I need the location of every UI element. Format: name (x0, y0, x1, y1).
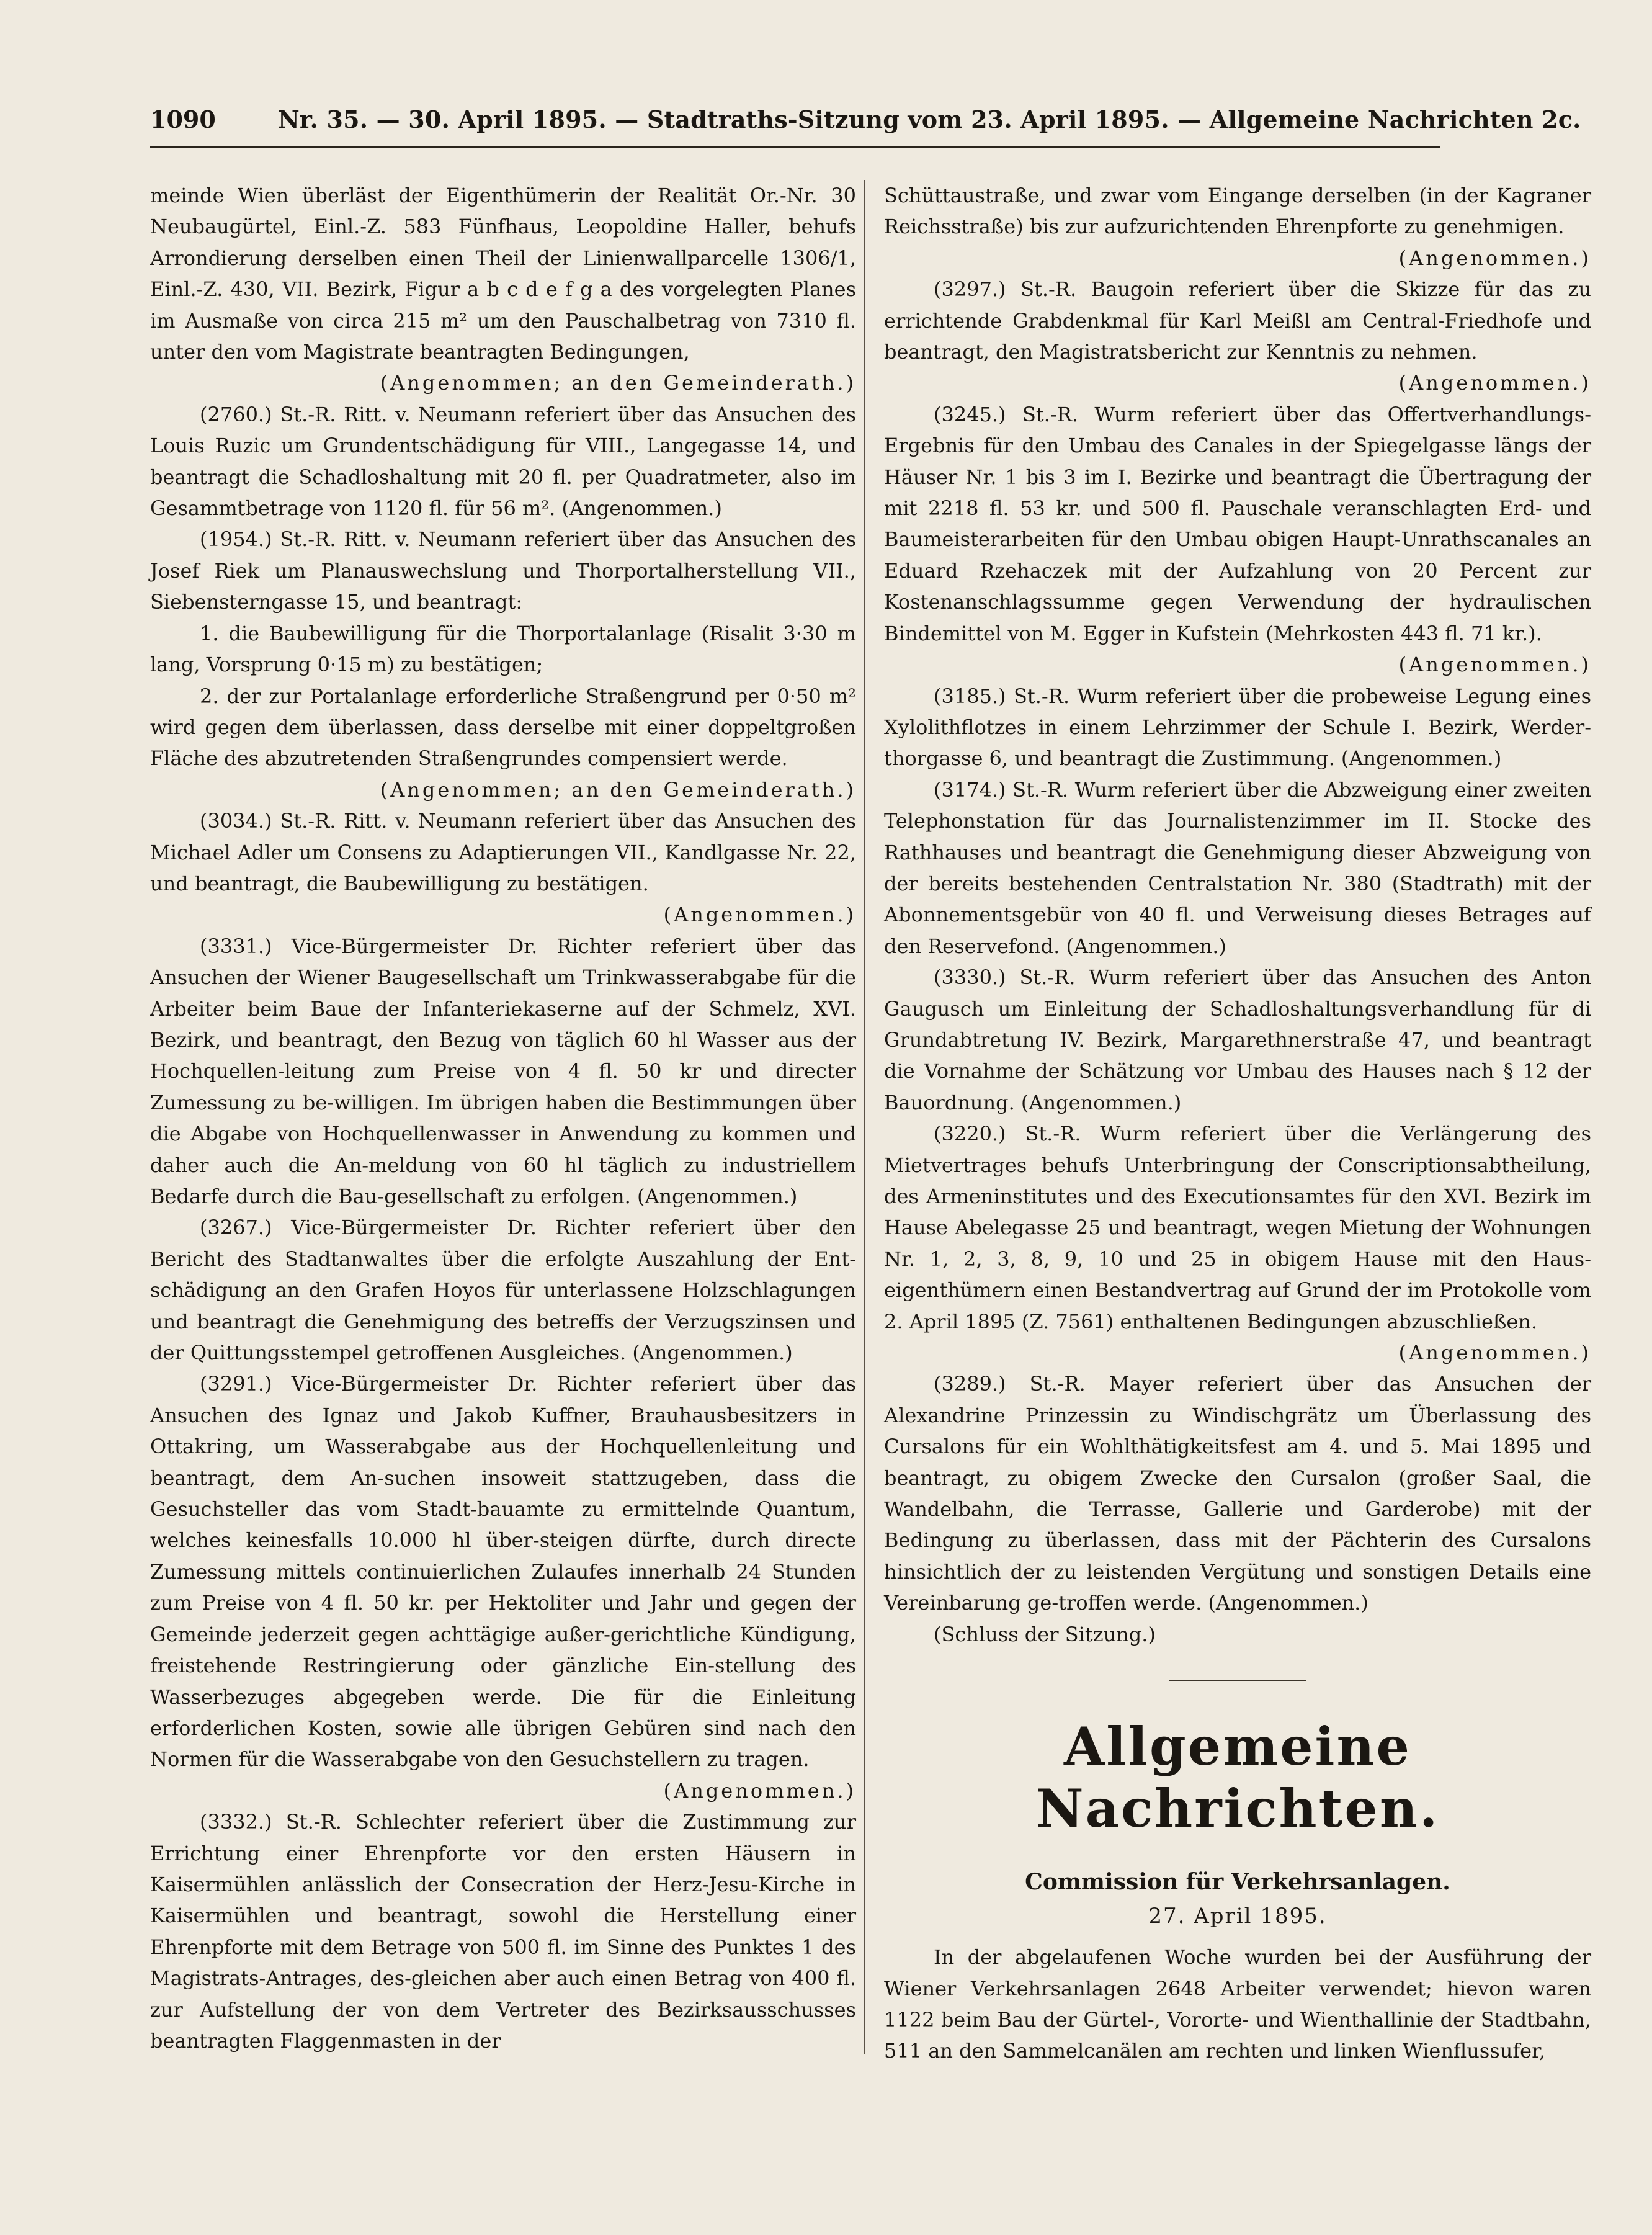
resolution-note: (Angenommen.) (1398, 653, 1591, 677)
right-column (884, 180, 1591, 2067)
paragraph: (3330.) St.-R. Wurm referiert über das Ansuchen des Anton Gaugusch um Einleitung der Schadloshaltungsverhandlung für di Grundabtretung IV. Bezirk, Margarethnerstraße 47, und beantragt die Vornahme der Schätzung vor Umbau des Hauses nach § 12 der Bauordnung. (Angenommen.) (884, 965, 1591, 1114)
paragraph: (3331.) Vice-Bürgermeister Dr. Richter referiert über das Ansuchen der Wiener Baugesellschaft um Trinkwasserabgabe für die Arbeiter beim Baue der Infanteriekaserne auf der Schmelz, XVI. Bezirk, und beantragt, den Bezug von täglich 60 hl Wasser aus der Hochquellen-leitung zum Preise von 4 fl. 50 kr und directer Zumessung zu be-willigen. Im übrigen haben die Bestimmungen über die Abgabe von Hochquellenwasser in Anwendung zu kommen und daher auch die An-meldung von 60 hl täglich zu industriellem Bedarfe durch die Bau-gesellschaft zu erfolgen. (Angenommen.) (150, 934, 856, 1208)
resolution-note: (Angenommen.) (1398, 371, 1591, 395)
paragraph: In der abgelaufenen Woche wurden bei der Ausführung der Wiener Verkehrsanlagen 2648 Arbeiter verwendet; hievon waren 1122 beim Bau der Gürtel-, Vororte- und Wienthallinie der Stadtbahn, 511 an den Sammelcanälen am rechten und linken Wienflussufer, (884, 1945, 1591, 2063)
list-item: 2. der zur Portalanlage erforderliche Straßengrund per 0·50 m² wird gegen dem überlassen, dass derselbe mit einer doppeltgroßen Fläche des abzutretenden Straßengrundes compensiert werde. (150, 684, 856, 771)
paragraph: (3267.) Vice-Bürgermeister Dr. Richter referiert über den Bericht des Stadtanwaltes über die erfolgte Auszahlung der Ent-schädigung an den Grafen Hoyos für unterlassene Holzschlagungen und beantragt die Genehmigung des betreffs der Verzugszinsen und der Quittungsstempel getroffenen Ausgleiches. (Angenommen.) (150, 1216, 856, 1365)
section-date: 27. April 1895. (1148, 1904, 1327, 1929)
paragraph: (3297.) St.-R. Baugoin referiert über die Skizze für das zu errichtende Grabdenkmal für Karl Meißl am Central-Friedhofe und beantragt, den Magistratsbericht zur Kenntnis zu nehmen. (884, 277, 1591, 364)
page-number: 1090 (150, 105, 216, 133)
resolution-note: (Angenommen; an den Gemeinderath.) (380, 777, 856, 802)
paragraph: (3332.) St.-R. Schlechter referiert über die Zustimmung zur Errichtung einer Ehrenpforte vor den ersten Häusern in Kaisermühlen anlässlich der Consecration der Herz-Jesu-Kirche in Kaisermühlen und beantragt, sowohl die Herstellung einer Ehrenpforte mit dem Betrage von 500 fl. im Sinne des Punktes 1 des Magistrats-Antrages, des-gleichen aber auch einen Betrag von 400 fl. zur Aufstellung der von dem Vertreter des Bezirksausschusses beantragten Flaggenmasten in der (150, 1810, 856, 2053)
resolution-note: (Angenommen.) (1398, 246, 1591, 270)
left-column (150, 180, 856, 2056)
paragraph: (2760.) St.-R. Ritt. v. Neumann referiert über das Ansuchen des Louis Ruzic um Grundentschädigung für VIII., Langegasse 14, und beantragt die Schadloshaltung mit 20 fl. per Quadratmeter, also im Gesammtbetrage von 1120 fl. für 56 m². (Angenommen.) (150, 402, 856, 521)
section-subtitle: Commission für Verkehrsanlagen. (1025, 1869, 1450, 1896)
section-divider (1169, 1680, 1306, 1681)
paragraph: (1954.) St.-R. Ritt. v. Neumann referiert über das Ansuchen des Josef Riek um Planauswechslung und Thorportalherstellung VII., Siebensterngasse 15, und beantragt: (150, 527, 856, 614)
paragraph: (3220.) St.-R. Wurm referiert über die Verlängerung des Mietvertrages behufs Unterbringung der Conscriptionsabtheilung, des Armeninstitutes und des Executionsamtes für den XVI. Bezirk im Hause Abelegasse 25 und beantragt, wegen Mietung der Wohnungen Nr. 1, 2, 3, 8, 9, 10 und 25 in obigem Hause mit den Haus-eigenthümern einen Bestandvertrag auf Grund der im Protokolle vom 2. April 1895 (Z. 7561) enthaltenen Bedingungen abzuschließen. (884, 1122, 1591, 1333)
section-title: Allgemeine Nachrichten. (1035, 1716, 1440, 1840)
paragraph: (3185.) St.-R. Wurm referiert über die probeweise Legung eines Xylolithflotzes in einem Lehrzimmer der Schule I. Bezirk, Werder-thorgasse 6, und beantragt die Zustimmung. (Angenommen.) (884, 684, 1591, 771)
paragraph: (3245.) St.-R. Wurm referiert über das Offertverhandlungs-Ergebnis für den Umbau des Canales in der Spiegelgasse längs der Häuser Nr. 1 bis 3 im I. Bezirke und beantragt die Übertragung der mit 2218 fl. 53 kr. und 500 fl. Pauschale veranschlagten Erd- und Baumeisterarbeiten für den Umbau obigen Haupt-Unrathscanales an Eduard Rzehaczek mit der Aufzahlung von 20 Percent zur Kostenanschlagssumme gegen Verwendung der hydraulischen Bindemittel von M. Egger in Kufstein (Mehrkosten 443 fl. 71 kr.). (884, 402, 1591, 645)
paragraph: Schüttaustraße, und zwar vom Eingange derselben (in der Kagraner Reichsstraße) bis zur aufzurichtenden Ehrenpforte zu genehmigen. (884, 184, 1591, 239)
paragraph: (3289.) St.-R. Mayer referiert über das Ansuchen der Alexandrine Prinzessin zu Windischgrätz um Überlassung des Cursalons für ein Wohlthätigkeitsfest am 4. und 5. Mai 1895 und beantragt, zu obigem Zwecke den Cursalon (großer Saal, die Wandelbahn, die Terrasse, Gallerie und Garderobe) mit der Bedingung zu überlassen, dass mit der Pächterin des Cursalons hinsichtlich der zu leistenden Vergütung und sonstigen Details eine Vereinbarung ge-troffen werde. (Angenommen.) (884, 1372, 1591, 1615)
paragraph: meinde Wien überläst der Eigenthümerin der Realität Or.-Nr. 30 Neubaugürtel, Einl.-Z. 583 Fünfhaus, Leopoldine Haller, behufs Arrondierung derselben einen Theil der Linienwallparcelle 1306/1, Einl.-Z. 430, VII. Bezirk, Figur a b c d e f g a des vorgelegten Planes im Ausmaße von circa 215 m² um den Pauschalbetrag von 7310 fl. unter den vom Magistrate beantragten Bedingungen, (150, 184, 856, 364)
header-rule (150, 146, 1440, 148)
session-end-note: (Schluss der Sitzung.) (934, 1622, 1156, 1646)
running-title: Nr. 35. — 30. April 1895. — Stadtraths-Sitzung vom 23. April 1895. — Allgemeine Nachrichten 2c. (278, 105, 1581, 133)
paragraph: (3034.) St.-R. Ritt. v. Neumann referiert über das Ansuchen des Michael Adler um Consens zu Adaptierungen VII., Kandlgasse Nr. 22, und beantragt, die Baubewilligung zu bestätigen. (150, 809, 856, 895)
resolution-note: (Angenommen.) (663, 903, 856, 927)
resolution-note: (Angenommen.) (1398, 1341, 1591, 1365)
paragraph: (3174.) St.-R. Wurm referiert über die Abzweigung einer zweiten Telephonstation für das Journalistenzimmer im II. Stocke des Rathhauses und beantragt die Genehmigung dieser Abzweigung von der bereits bestehenden Centralstation Nr. 380 (Stadtrath) mit der Abonnementsgebür von 40 fl. und Verweisung dieses Betrages auf den Reservefond. (Angenommen.) (884, 777, 1591, 958)
resolution-note: (Angenommen; an den Gemeinderath.) (380, 371, 856, 395)
column-divider (864, 180, 865, 2054)
resolution-note: (Angenommen.) (663, 1778, 856, 1803)
paragraph: (3291.) Vice-Bürgermeister Dr. Richter referiert über das Ansuchen des Ignaz und Jakob Kuffner, Brauhausbesitzers in Ottakring, um Wasserabgabe aus der Hochquellenleitung und beantragt, dem An-suchen insoweit stattzugeben, dass die Gesuchsteller das vom Stadt-bauamte zu ermittelnde Quantum, welches keinesfalls 10.000 hl über-steigen dürfte, durch directe Zumessung mittels continuierlichen Zulaufes innerhalb 24 Stunden zum Preise von 4 fl. 50 kr. per Hektoliter und Jahr und gegen der Gemeinde jederzeit gegen achttägige außer-gerichtliche Kündigung, freistehende Restringierung oder gänzliche Ein-stellung des Wasserbezuges abgegeben werde. Die für die Einleitung erforderlichen Kosten, sowie alle übrigen Gebüren sind nach den Normen für die Wasserabgabe von den Gesuchstellern zu tragen. (150, 1372, 856, 1771)
list-item: 1. die Baubewilligung für die Thorportalanlage (Risalit 3·30 m lang, Vorsprung 0·15 m) zu bestätigen; (150, 621, 856, 677)
